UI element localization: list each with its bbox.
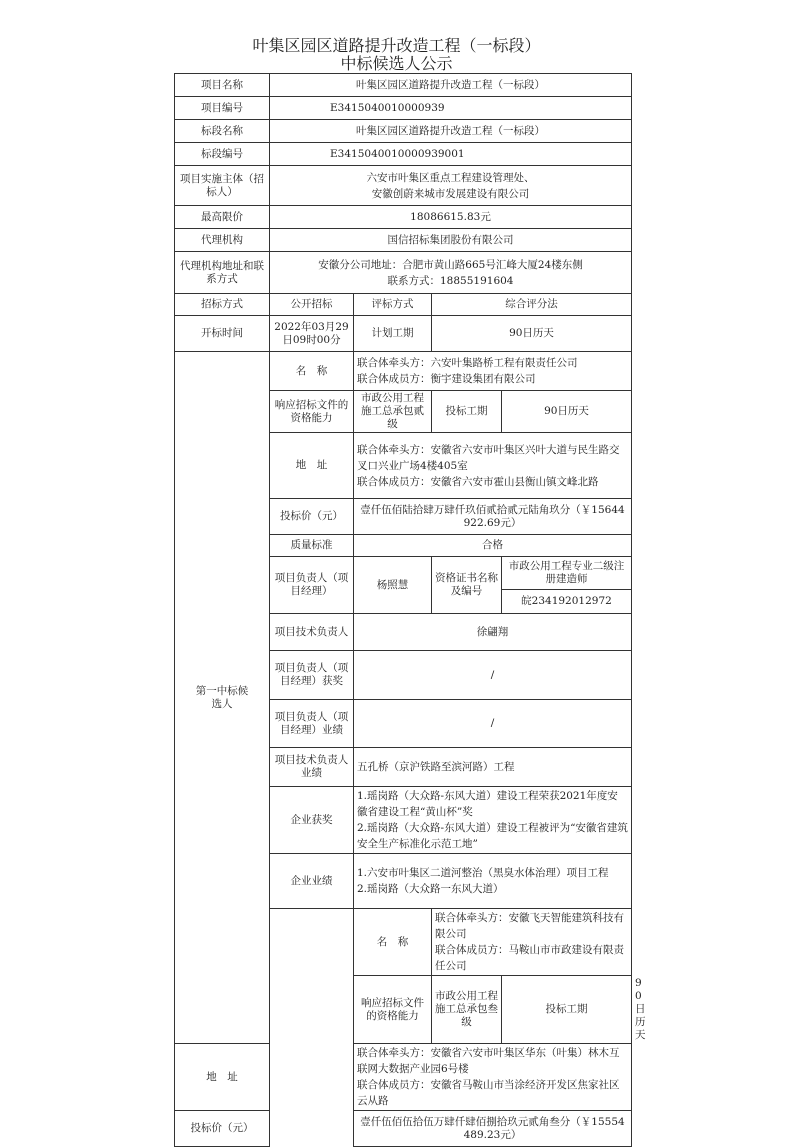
cell-label: 项目实施主体（招标人）: [175, 166, 270, 206]
cell-label: 资格证书名称及编号: [432, 557, 502, 614]
c1-tech-performance: 五孔桥（京沪铁路至滨河路）工程: [354, 748, 632, 787]
c2-lead-address: 联合体牵头方：安徽省六安市叶集区华东（叶集）林木互联网大数据产业园6号楼: [357, 1047, 620, 1075]
cell-label: 项目编号: [175, 97, 270, 120]
c1-perf-item: 2.瑶岗路（大众路一东风大道）: [357, 883, 504, 895]
table-row: [175, 1044, 632, 1111]
cell-label: 企业业绩: [270, 854, 354, 909]
c2-member-address: 联合体成员方：安徽省马鞍山市当涂经济开发区焦家社区云从路: [357, 1079, 620, 1107]
cell-label: 响应招标文件的资格能力: [354, 976, 432, 1044]
table-row: [175, 316, 632, 352]
section-name: 叶集区园区道路提升改造工程（一标段）: [270, 120, 632, 143]
c1-enterprise-awards: [354, 787, 632, 854]
cell-label: 投标工期: [502, 976, 632, 1044]
cell-label: 招标方式: [175, 294, 270, 316]
open-time: 2022年03月29日09时00分: [270, 316, 354, 352]
first-candidate-label: 第一中标候选人: [175, 352, 270, 1044]
table-row: [175, 74, 632, 97]
c1-quality: 合格: [354, 535, 632, 557]
table-row: [175, 97, 632, 120]
c2-bid-price: 壹仟伍佰伍拾伍万肆仟肆佰捌拾玖元贰角叁分（￥15554489.23元）: [354, 1111, 632, 1147]
cell-label: 代理机构: [175, 229, 270, 252]
table-row: [175, 166, 632, 206]
second-candidate-label: [270, 909, 354, 1147]
c2-name-cell: [432, 909, 632, 976]
c1-cert-name: 市政公用工程专业二级注册建造师: [502, 557, 632, 590]
c2-qualification: 市政公用工程施工总承包叁级: [432, 976, 502, 1044]
c1-cert-number: 皖234192012972: [502, 590, 632, 614]
agency: 国信招标集团股份有限公司: [270, 229, 632, 252]
cell-label: 开标时间: [175, 316, 270, 352]
owner-line: 六安市叶集区重点工程建设管理处、: [366, 171, 535, 184]
max-price: 18086615.83元: [270, 206, 632, 229]
cell-label: 代理机构地址和联系方式: [175, 252, 270, 294]
agency-address: 安徽分公司地址：合肥市黄山路665号汇峰大厦24楼东侧: [318, 258, 583, 271]
table-row: 响应招标文件的资格能力 市政公用工程施工总承包叁级 投标工期 90日历天: [175, 976, 632, 1044]
c1-member-address: 联合体成员方：安徽省六安市霍山县衡山镇文峰北路: [357, 475, 599, 488]
project-name: 叶集区园区道路提升改造工程（一标段）: [270, 74, 632, 97]
cell-label: 投标价（元）: [270, 499, 354, 535]
table-row: [175, 294, 632, 316]
c1-qualification: 市政公用工程施工总承包贰级: [354, 391, 432, 433]
c1-award-item: 1.瑶岗路（大众路-东风大道）建设工程荣获2021年度安徽省建设工程“黄山杯”奖: [357, 790, 618, 818]
eval-method: 综合评分法: [432, 294, 632, 316]
c1-pm-performance: /: [354, 700, 632, 748]
cell-label: 名 称: [270, 352, 354, 391]
table-row: [175, 143, 632, 166]
c1-lead: 联合体牵头方：六安叶集路桥工程有限责任公司: [357, 357, 578, 369]
c1-perf-item: 1.六安市叶集区二道河整治（黑臭水体治理）项目工程: [357, 867, 609, 879]
table-row: [175, 229, 632, 252]
doc-subtitle: 中标候选人公示: [340, 54, 453, 73]
cell-label: 项目负责人（项目经理）获奖: [270, 651, 354, 700]
cell-label: 名 称: [354, 909, 432, 976]
cell-label: 项目负责人（项目经理）业绩: [270, 700, 354, 748]
c1-award-item: 2.瑶岗路（大众路-东风大道）建设工程被评为“安徽省建筑安全生产标准化示范工地”: [357, 822, 628, 850]
c1-name-cell: [354, 352, 632, 391]
cell-label: 最高限价: [175, 206, 270, 229]
c1-enterprise-performance: [354, 854, 632, 909]
c1-lead-address: 联合体牵头方：安徽省六安市叶集区兴叶大道与民生路交叉口兴业广场4楼405室: [357, 443, 620, 472]
bid-method: 公开招标: [270, 294, 354, 316]
c1-address-cell: [354, 433, 632, 499]
cell-label: 投标工期: [432, 391, 502, 433]
cell-label: 地 址: [270, 433, 354, 499]
cell-label: 标段名称: [175, 120, 270, 143]
c1-tech-lead: 徐翩翔: [354, 614, 632, 651]
cell-label: 标段编号: [175, 143, 270, 166]
owner-cell: [270, 166, 632, 206]
cell-label: 项目技术负责人业绩: [270, 748, 354, 787]
project-code: E3415040010000939: [270, 97, 632, 120]
c2-address-cell: [354, 1044, 632, 1111]
c1-pm-award: /: [354, 651, 632, 700]
cell-label: 项目技术负责人: [270, 614, 354, 651]
cell-label: 评标方式: [354, 294, 432, 316]
cell-label: 企业获奖: [270, 787, 354, 854]
doc-title: 叶集区园区道路提升改造工程（一标段）: [252, 36, 541, 55]
cell-label: 项目名称: [175, 74, 270, 97]
c2-member: 联合体成员方：马鞍山市市政建设有限责任公司: [435, 944, 624, 972]
agency-phone: 联系方式：18855191604: [387, 274, 514, 287]
table-row: [175, 206, 632, 229]
c1-bid-period: 90日历天: [502, 391, 632, 433]
candidate-table: [174, 73, 646, 1147]
cell-label: 响应招标文件的资格能力: [270, 391, 354, 433]
table-row: [175, 252, 632, 294]
c1-project-manager: 杨照慧: [354, 557, 432, 614]
c2-lead: 联合体牵头方：安徽飞天智能建筑科技有限公司: [435, 912, 624, 940]
owner-line: 安徽创蔚来城市发展建设有限公司: [371, 187, 530, 200]
section-code: E3415040010000939001: [270, 143, 632, 166]
cell-label: 地 址: [175, 1044, 270, 1111]
agency-address-cell: [270, 252, 632, 294]
cell-label: 计划工期: [354, 316, 432, 352]
cell-label: 投标价（元）: [175, 1111, 270, 1147]
table-row: [175, 352, 632, 391]
cell-label: 质量标准: [270, 535, 354, 557]
cell-label: 项目负责人（项目经理）: [270, 557, 354, 614]
c1-member: 联合体成员方：衡宇建设集团有限公司: [357, 373, 536, 385]
planned-period: 90日历天: [432, 316, 632, 352]
c1-bid-price: 壹仟伍佰陆拾肆万肆仟玖佰贰拾贰元陆角玖分（￥15644922.69元）: [354, 499, 632, 535]
table-row: [175, 1111, 632, 1147]
table-row: [175, 120, 632, 143]
